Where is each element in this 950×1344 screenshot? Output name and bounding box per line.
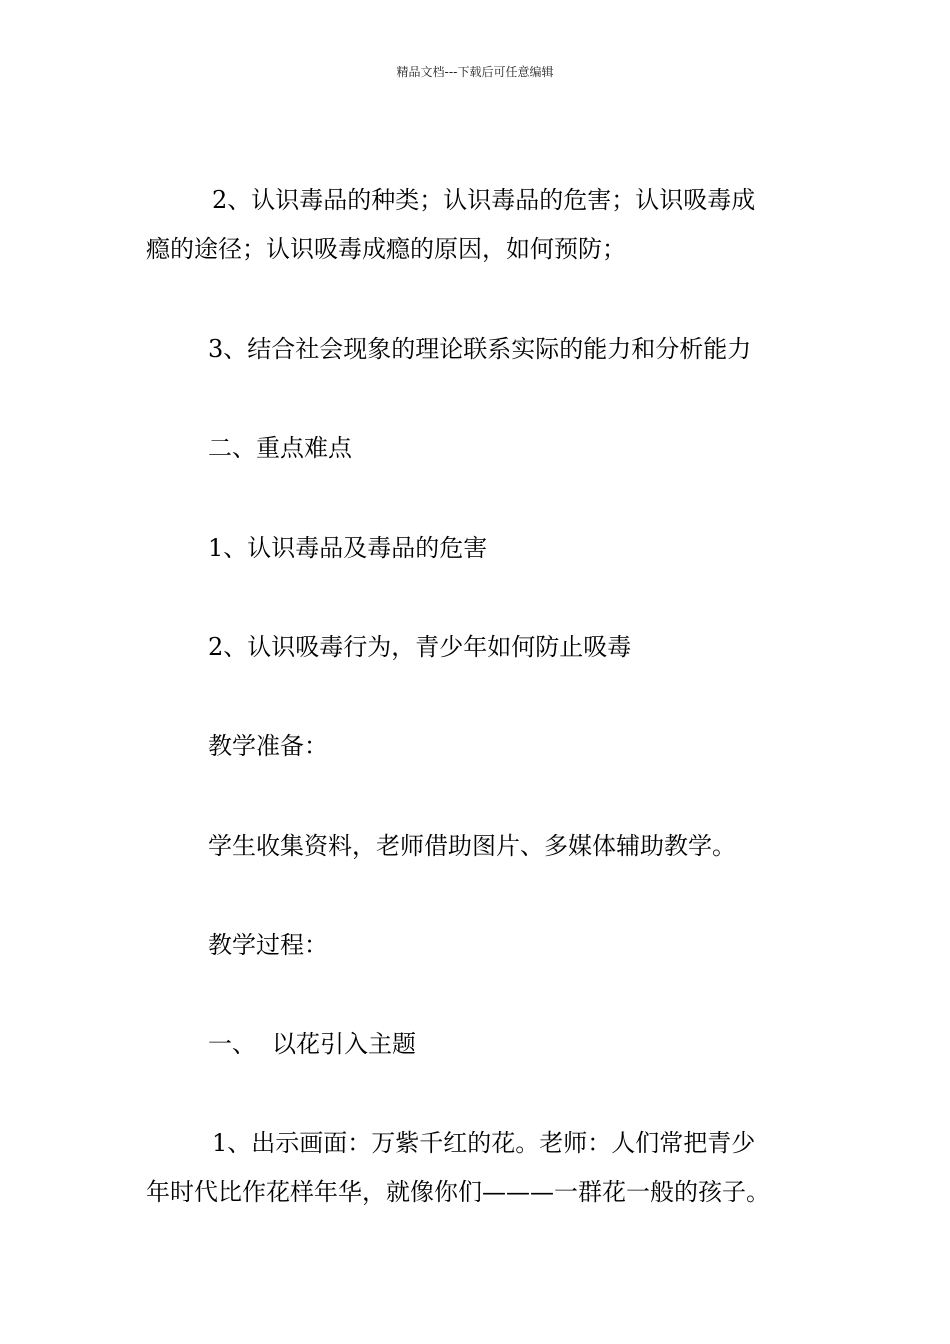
text-line: 学生收集资料，老师借助图片、多媒体辅助教学。	[208, 832, 736, 860]
text-line: 3、结合社会现象的理论联系实际的能力和分析能力	[208, 335, 752, 363]
text-line: 年时代比作花样年华，就像你们———一群花一般的孩子。	[146, 1178, 770, 1206]
list-number: 一、	[208, 1030, 256, 1058]
text-line: 二、重点难点	[208, 434, 352, 462]
paragraph-knowledge-goals	[146, 176, 810, 274]
text-line: 1、认识毒品及毒品的危害	[208, 534, 488, 562]
paragraph-key-point-1	[146, 524, 810, 573]
text-line: 2、认识吸毒行为，青少年如何防止吸毒	[208, 633, 632, 661]
text-line: 教学过程：	[208, 931, 328, 959]
section-heading-preparation	[146, 722, 810, 771]
page-header: 精品文档---下载后可任意编辑	[396, 65, 554, 79]
text-line: 2、认识毒品的种类；认识毒品的危害；认识吸毒成	[212, 186, 756, 214]
text-line: 瘾的途径；认识吸毒成瘾的原因，如何预防；	[146, 235, 626, 263]
paragraph-key-point-2	[146, 623, 810, 672]
text-line: 教学准备：	[208, 732, 328, 760]
section-heading-intro	[146, 1020, 810, 1069]
text-line: 1、出示画面：万紫千红的花。老师：人们常把青少	[212, 1129, 756, 1157]
section-heading-process	[146, 921, 810, 970]
text-line	[208, 1020, 810, 1069]
paragraph-intro-step-1	[146, 1119, 810, 1217]
list-text: 以花引入主题	[272, 1030, 416, 1058]
paragraph-preparation	[146, 822, 810, 871]
section-heading-key-points	[146, 424, 810, 473]
paragraph-ability-goal	[146, 325, 810, 374]
